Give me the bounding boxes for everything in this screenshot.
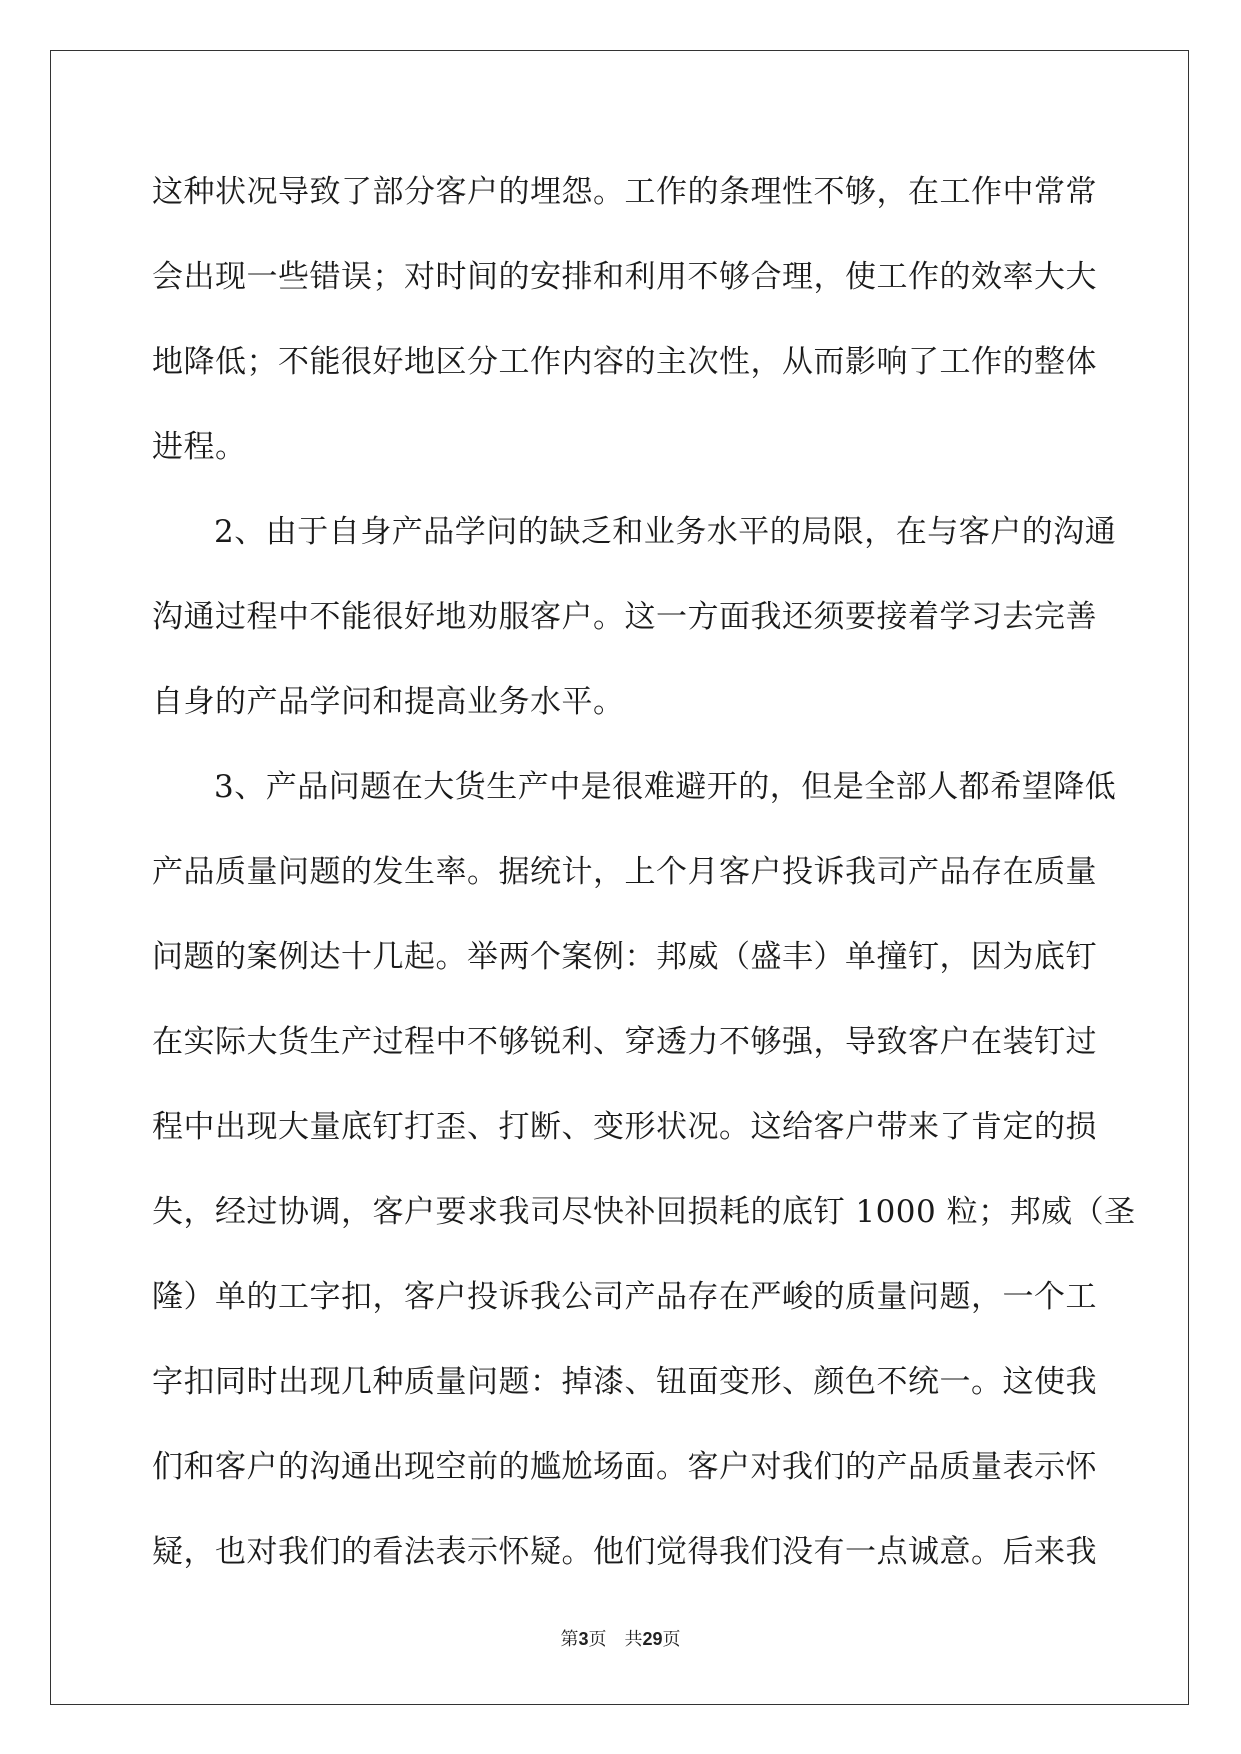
- paragraph-line: 失，经过协调，客户要求我司尽快补回损耗的底钉 1000 粒；邦威（圣: [152, 1194, 1136, 1230]
- paragraph-line: 问题的案例达十几起。举两个案例：邦威（盛丰）单撞钉，因为底钉: [152, 939, 1097, 975]
- paragraph-line: 自身的产品学问和提高业务水平。: [152, 684, 625, 720]
- page-prefix: 第: [560, 1629, 579, 1650]
- total-pages: 29: [642, 1629, 663, 1649]
- page-number: 3: [578, 1629, 589, 1649]
- paragraph-line: 隆）单的工字扣，客户投诉我公司产品存在严峻的质量问题，一个工: [152, 1279, 1097, 1315]
- paragraph-line: 在实际大货生产过程中不够锐利、穿透力不够强，导致客户在装钉过: [152, 1024, 1097, 1060]
- paragraph-line: 程中出现大量底钉打歪、打断、变形状况。这给客户带来了肯定的损: [152, 1109, 1097, 1145]
- paragraph-line: 3、产品问题在大货生产中是很难避开的，但是全部人都希望降低: [214, 769, 1117, 805]
- total-prefix: 共: [624, 1629, 643, 1650]
- page-footer: [0, 1625, 1241, 1651]
- total-suffix: 页: [662, 1629, 681, 1650]
- paragraph-line: 产品质量问题的发生率。据统计，上个月客户投诉我司产品存在质量: [152, 854, 1097, 890]
- paragraph-line: 地降低；不能很好地区分工作内容的主次性，从而影响了工作的整体: [152, 344, 1097, 380]
- page-suffix: 页: [588, 1629, 607, 1650]
- paragraph-line: 沟通过程中不能很好地劝服客户。这一方面我还须要接着学习去完善: [152, 599, 1097, 635]
- paragraph-line: 们和客户的沟通出现空前的尴尬场面。客户对我们的产品质量表示怀: [152, 1449, 1097, 1485]
- paragraph-line: 会出现一些错误；对时间的安排和利用不够合理，使工作的效率大大: [152, 259, 1097, 295]
- paragraph-line: 字扣同时出现几种质量问题：掉漆、钮面变形、颜色不统一。这使我: [152, 1364, 1097, 1400]
- paragraph-line: 这种状况导致了部分客户的埋怨。工作的条理性不够，在工作中常常: [152, 174, 1097, 210]
- paragraph-line: 2、由于自身产品学问的缺乏和业务水平的局限，在与客户的沟通: [214, 514, 1117, 550]
- paragraph-line: 进程。: [152, 429, 247, 465]
- paragraph-line: 疑，也对我们的看法表示怀疑。他们觉得我们没有一点诚意。后来我: [152, 1534, 1097, 1570]
- body-text: [152, 162, 1136, 1607]
